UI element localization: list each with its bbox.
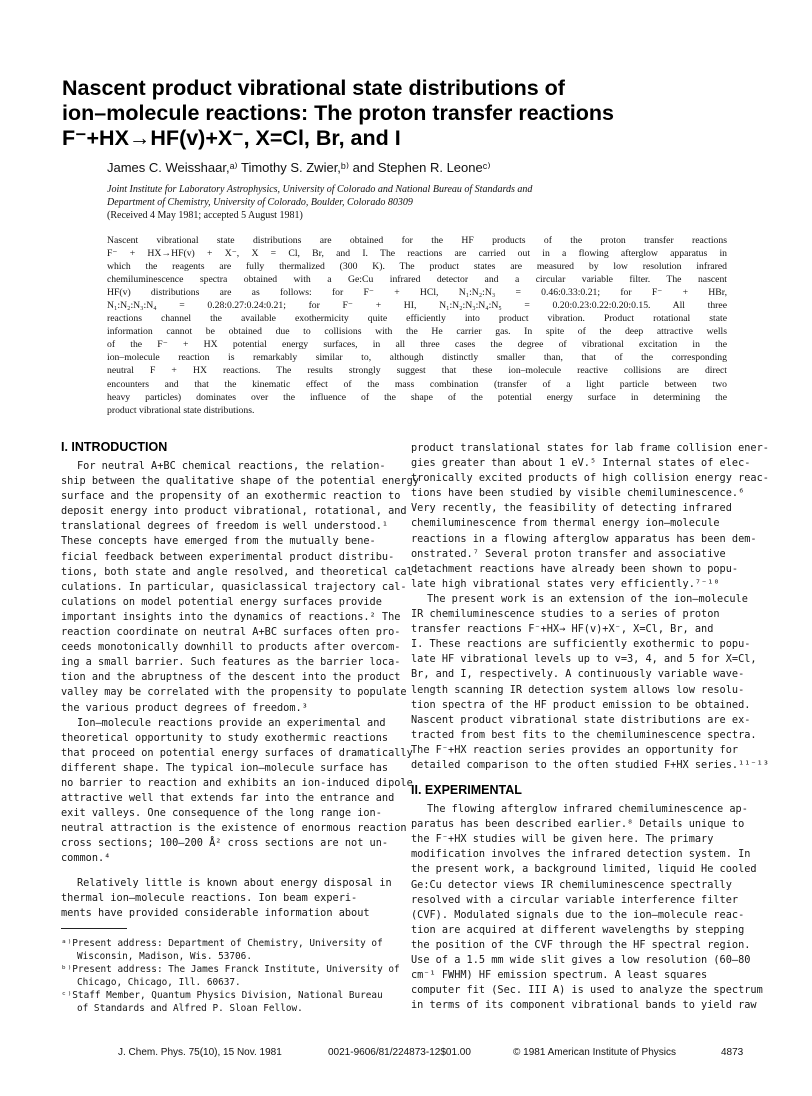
footnote: ᵃ⁾Present address: Department of Chemistry, University of (61, 938, 383, 949)
footnote-continued: of Standards and Alfred P. Sloan Fellow. (77, 1002, 303, 1014)
section-gap (411, 773, 746, 782)
footnote: ᶜ⁾Staff Member, Quantum Physics Division, National Bureau (61, 989, 383, 1001)
abstract-line: N₁:N₂:N₃:N₄ = 0.28:0.27:0.24:0.21; for F⁻ + HI, N₁:N₂:N₃:N₄:N₅ = 0.20:0.23:0.22:0.20:0.15. All three (107, 300, 727, 312)
abstract-line: information cannot be obtained due to collisions with the He carrier gas. In spite of the deep attractive wells (107, 326, 727, 338)
affiliation (107, 183, 707, 209)
footnote-continued: Chicago, Chicago, Ill. 60637. (77, 976, 241, 988)
page-number: 4873 (721, 1047, 744, 1058)
abstract-line: encounters and that the kinematic effect of the mass combination (transfer of a light particle between two (107, 378, 727, 390)
abstract-line: product vibrational state distributions. (107, 404, 255, 416)
left-column (61, 439, 419, 921)
abstract-line: reactions channel the available exothermicity quite efficiently into product vibration. Product rotational state (107, 313, 727, 325)
received-dates: (Received 4 May 1981; accepted 5 August 1981) (107, 210, 303, 221)
author-list: James C. Weisshaar,ᵃ⁾ Timothy S. Zwier,ᵇ⁾ and Stephen R. Leoneᶜ⁾ (107, 160, 491, 175)
article-title (62, 76, 762, 151)
intro-paragraph-3: Relatively little is known about energy disposal in thermal ion–molecule reactions. Ion beam experi- ments have provided considerable information about (61, 876, 392, 919)
affiliation-line: Department of Chemistry, University of Colorado, Boulder, Colorado 80309 (107, 197, 413, 208)
title-line: F⁻+HX→HF(v)+X⁻, X=Cl, Br, and I (62, 126, 401, 150)
footnote-continued: Wisconsin, Madison, Wis. 53706. (77, 950, 252, 962)
abstract-line: heavy particles) dominates over the influence of the shape of the potential energy surface in determining the (107, 391, 727, 403)
abstract (107, 234, 727, 417)
experimental-paragraph-1: The flowing afterglow infrared chemiluminescence ap- paratus has been described earlier.⁸ Details unique to the F⁻+HX studies will be given here. The primary modification involves the infrared detection system. In the present work, a background limited, liquid He cooled Ge:Cu detector views IR chemiluminescence spectrally resolved with a circular variable interference filter (CVF). Modulated signals due to the ion–molecule reac- tion are acquired at different wavelengths by stepping the position of the CVF through the HF spectral region. Use of a 1.5 mm wide slit gives a low resolution (60–80 cm⁻¹ FWHM) HF emission spectrum. A least squares computer fit (Sec. III A) is used to analyze the spectrum in terms of its component vibrational bands to yield raw (411, 803, 763, 1012)
abstract-line: which the reagents are fully thermalized (300 K). The product states are measured by low resolution infrared (107, 261, 727, 273)
abstract-line: neutral F + HX reactions. The results strongly suggest that these ion–molecule reactive collisions are direct (107, 365, 727, 377)
abstract-line: ion–molecule reaction is remarkably similar to, although distinctly smaller than, that of the corresponding (107, 352, 727, 364)
intro-paragraph-1: For neutral A+BC chemical reactions, the relation- ship between the qualitative shape of the potential energy surface and the propensity of an exothermic reaction to deposit energy into product vibrational, rotational, and translational degrees of freedom is well understood.¹ These concepts have emerged from the mutually bene- ficial feedback between experimental product distribu- tions, both state and angle resolved, and theoretical cal- culations. In particular, quasiclassical trajectory cal- culations on model potential energy surfaces provide important insights into the dynamics of reactions.² The reaction coordinate on neutral A+BC surfaces often pro- ceeds monotonically downhill to products after overcom- ing a small barrier. Such features as the barrier loca- tion and the abruptness of the descent into the product valley may be correlated with the propensity to populate the various product degrees of freedom.³ (61, 460, 419, 714)
affiliation-line: Joint Institute for Laboratory Astrophysics, University of Colorado and National Bureau of Standards and (107, 184, 533, 195)
title-line: Nascent product vibrational state distributions of (62, 76, 565, 100)
abstract-line: Nascent vibrational state distributions are obtained for the HF products of the proton transfer reactions (107, 235, 727, 246)
journal-citation: J. Chem. Phys. 75(10), 15 Nov. 1981 (118, 1047, 282, 1058)
section-heading-experimental: II. EXPERIMENTAL (411, 783, 522, 798)
intro-paragraph-5: The present work is an extension of the ion–molecule IR chemiluminescence studies to a series of proton transfer reactions F⁻+HX→ HF(v)+X⁻, X=Cl, Br, and I. These reactions are sufficiently exothermic to popu- late HF vibrational levels up to v=3, 4, and 5 for X=Cl, Br, and I, respectively. A continuously variable wave- length scanning IR detection system allows low resolu- tion spectra of the HF product emission to be obtained. Nascent product vibrational state distributions are ex- tracted from best fits to the chemiluminescence spectra. The F⁻+HX reaction series provides an opportunity for detailed comparison to the often studied F+HX series.¹¹⁻¹³ (411, 592, 769, 771)
intro-paragraph-2: Ion–molecule reactions provide an experimental and theoretical opportunity to study exothermic reactions that proceed on potential energy surfaces of dramatically different shape. The typical ion–molecule surface has no barrier to reaction and exhibits an ion-induced dipole attractive well that extends far into the entrance and exit valleys. One consequence of the long range ion- neutral attraction is the existence of enormous reaction cross sections; 100–200 Å² cross sections are not un- common.⁴ (61, 716, 413, 865)
footnote: ᵇ⁾Present address: The James Franck Institute, University of (61, 963, 400, 975)
title-line: ion–molecule reactions: The proton transfer reactions (62, 101, 614, 125)
abstract-line: chemiluminescence spectra obtained with a Ge:Cu infrared detector and a circular variable filter. The nascent (107, 274, 727, 286)
intro-paragraph-4: product translational states for lab frame collision ener- gies greater than about 1 eV.⁵ Internal states of elec- tronically excited products of high collision energy reac- tions have been studied by visible chemiluminescence.⁶ Very recently, the feasibility of detecting infrared chemiluminescence from thermal energy ion–molecule reactions in a flowing afterglow apparatus has been dem- onstrated.⁷ Several proton transfer and associative detachment reactions have already been shown to popu- late high vibrational states very efficiently.⁷⁻¹⁰ (411, 442, 769, 590)
page-footer (0, 1046, 812, 1060)
section-heading-introduction: I. INTRODUCTION (61, 440, 168, 454)
footnotes (61, 938, 400, 1015)
right-column (411, 441, 769, 1013)
abstract-line: of the F⁻ + HX potential energy surfaces, in all three cases the degree of vibrational excitation in the (107, 339, 727, 351)
footnote-rule (61, 928, 127, 929)
copyright-notice: © 1981 American Institute of Physics (513, 1047, 677, 1058)
abstract-line: HF(v) distributions are as follows: for F⁻ + HCl, N₁:N₂:N₃ = 0.46:0.33:0.21; for F⁻ + HBr, (107, 287, 727, 299)
paragraph-gap (61, 867, 393, 876)
article-code: 0021-9606/81/224873-12$01.00 (328, 1047, 471, 1058)
abstract-line: F⁻ + HX→HF(v) + X⁻, X = Cl, Br, and I. The reactions are carried out in a flowing afterglow apparatus in (107, 248, 727, 260)
